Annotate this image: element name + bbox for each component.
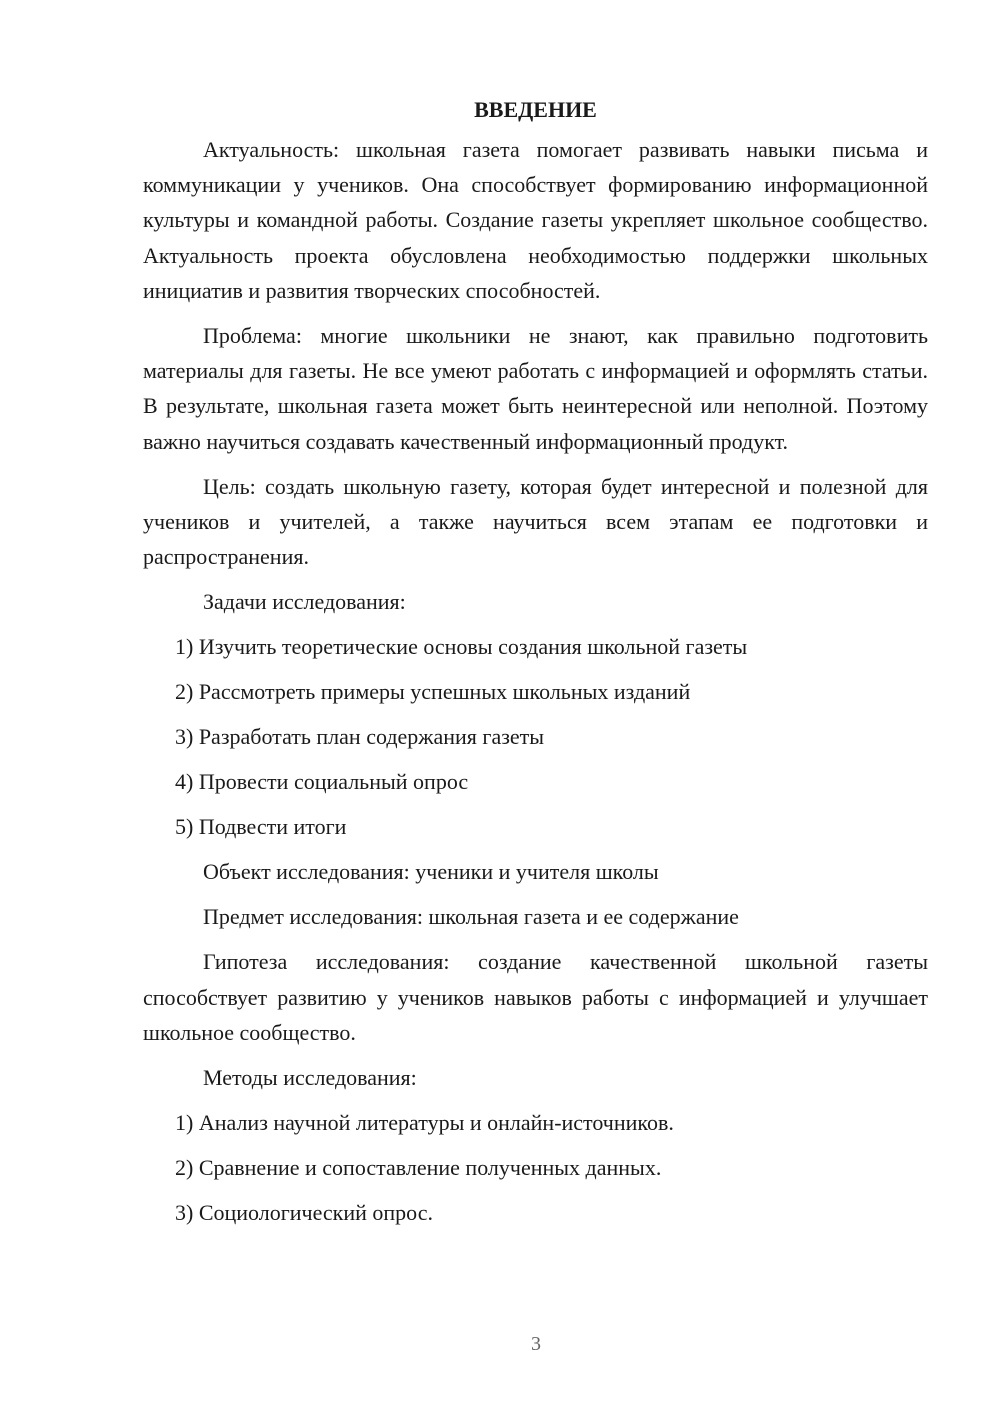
task-item: 1) Изучить теоретические основы создания школьной газеты bbox=[175, 634, 748, 660]
object-line: Объект исследования: ученики и учителя школы bbox=[203, 859, 659, 885]
subject-line: Предмет исследования: школьная газета и ее содержание bbox=[203, 904, 739, 930]
task-item: 2) Рассмотреть примеры успешных школьных изданий bbox=[175, 679, 691, 705]
goal-paragraph: Цель: создать школьную газету, которая будет интересной и полезной для учеников и учителей, а также научиться всем этапам ее подготовки и распространения. bbox=[143, 473, 928, 570]
task-item: 4) Провести социальный опрос bbox=[175, 769, 469, 795]
method-item: 2) Сравнение и сопоставление полученных данных. bbox=[175, 1155, 662, 1181]
methods-heading: Методы исследования: bbox=[203, 1065, 417, 1091]
relevance-paragraph: Актуальность: школьная газета помогает развивать навыки письма и коммуникации у учеников. Она способствует формированию информационной культуры и командной работы. Создание газеты укрепляет школьное сообщество. Актуальность проекта обусловлена необходимостью поддержки школьных инициатив и развития творческих способностей. bbox=[143, 137, 928, 303]
document-page bbox=[143, 92, 928, 1240]
page-title: ВВЕДЕНИЕ bbox=[474, 97, 597, 122]
problem-paragraph: Проблема: многие школьники не знают, как правильно подготовить материалы для газеты. Не все умеют работать с информацией и оформлять статьи. В результате, школьная газета может быть неинтересной или неполной. Поэтому важно научиться создавать качественный информационный продукт. bbox=[143, 323, 928, 454]
task-item: 5) Подвести итоги bbox=[175, 814, 347, 840]
hypothesis-paragraph: Гипотеза исследования: создание качественной школьной газеты способствует развитию у учеников навыков работы с информацией и улучшает школьное сообщество. bbox=[143, 949, 928, 1045]
method-item: 3) Социологический опрос. bbox=[175, 1200, 433, 1226]
tasks-heading: Задачи исследования: bbox=[203, 589, 406, 615]
method-item: 1) Анализ научной литературы и онлайн-источников. bbox=[175, 1110, 674, 1136]
page-number: 3 bbox=[531, 1333, 541, 1355]
task-item: 3) Разработать план содержания газеты bbox=[175, 724, 545, 750]
